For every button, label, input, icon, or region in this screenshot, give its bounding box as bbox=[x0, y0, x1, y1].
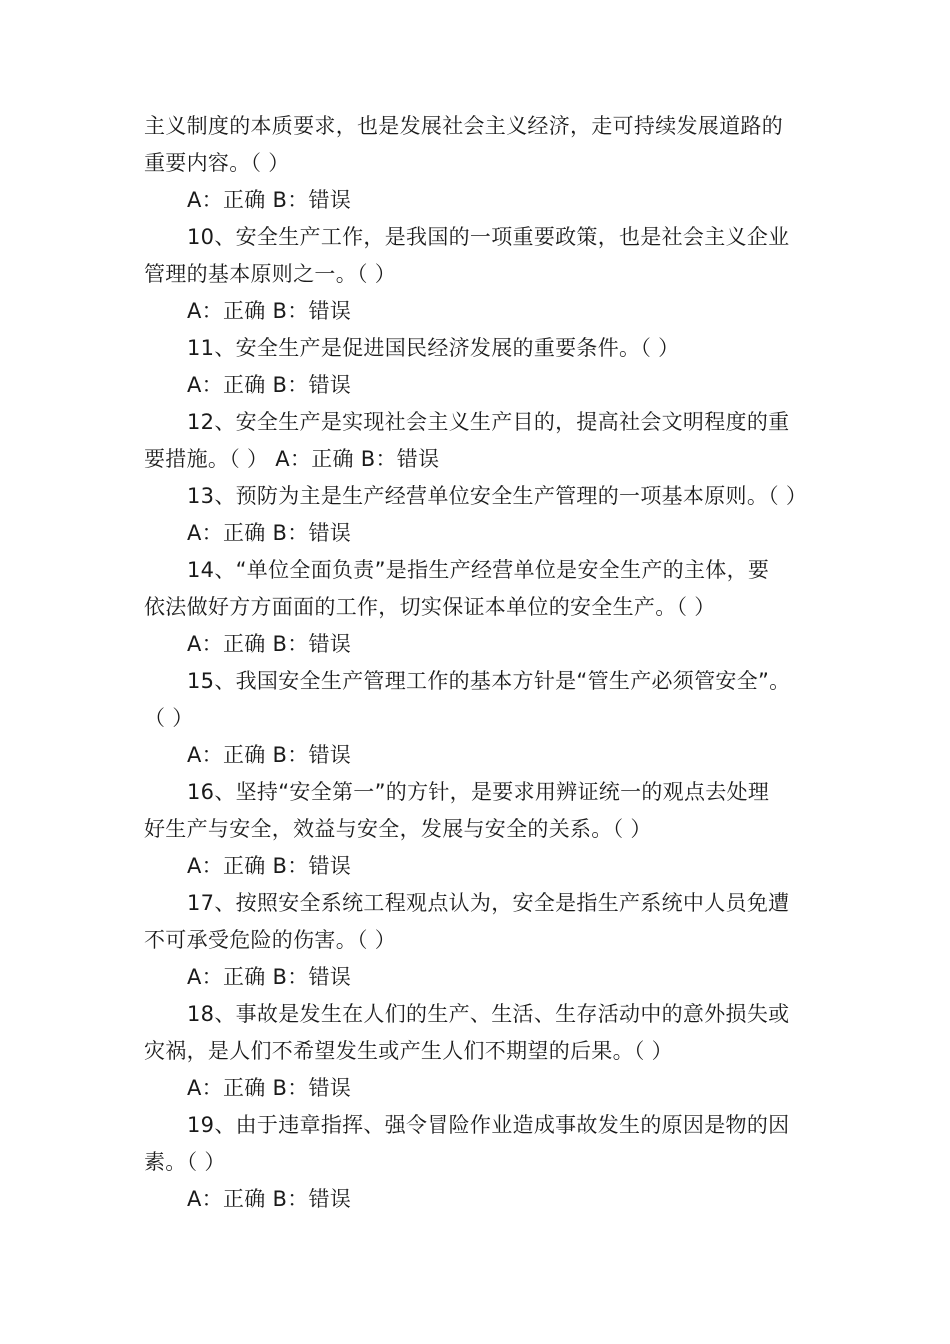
answer-options: A：正确 B：错误 bbox=[187, 188, 352, 212]
text-line: 要措施。（ ） A：正确 B：错误 bbox=[144, 447, 440, 471]
question-10: 10、安全生产工作，是我国的一项重要政策，也是社会主义企业 bbox=[187, 225, 790, 249]
question-17: 17、按照安全系统工程观点认为，安全是指生产系统中人员免遭 bbox=[187, 891, 790, 915]
answer-options: A：正确 B：错误 bbox=[187, 1076, 352, 1100]
question-13: 13、预防为主是生产经营单位安全生产管理的一项基本原则。（ ） bbox=[187, 484, 808, 508]
text-line: 灾祸，是人们不希望发生或产生人们不期望的后果。（ ） bbox=[144, 1039, 673, 1063]
answer-options: A：正确 B：错误 bbox=[187, 854, 352, 878]
text-line: 素。（ ） bbox=[144, 1150, 226, 1174]
document-body bbox=[144, 108, 844, 1218]
text-line: 主义制度的本质要求，也是发展社会主义经济，走可持续发展道路的 bbox=[144, 114, 783, 138]
question-14: 14、“单位全面负责”是指生产经营单位是安全生产的主体，要 bbox=[187, 558, 770, 582]
answer-options: A：正确 B：错误 bbox=[187, 521, 352, 545]
text-line: 好生产与安全，效益与安全，发展与安全的关系。（ ） bbox=[144, 817, 652, 841]
text-line: （ ） bbox=[144, 706, 194, 730]
answer-options: A：正确 B：错误 bbox=[187, 743, 352, 767]
text-line: 依法做好方方面面的工作，切实保证本单位的安全生产。（ ） bbox=[144, 595, 716, 619]
text-line: 管理的基本原则之一。（ ） bbox=[144, 262, 397, 286]
answer-options: A：正确 B：错误 bbox=[187, 373, 352, 397]
question-11: 11、安全生产是促进国民经济发展的重要条件。（ ） bbox=[187, 336, 680, 360]
answer-options: A：正确 B：错误 bbox=[187, 632, 352, 656]
text-line: 不可承受危险的伤害。（ ） bbox=[144, 928, 397, 952]
answer-options: A：正确 B：错误 bbox=[187, 1187, 352, 1211]
question-12: 12、安全生产是实现社会主义生产目的，提高社会文明程度的重 bbox=[187, 410, 790, 434]
question-19: 19、由于违章指挥、强令冒险作业造成事故发生的原因是物的因 bbox=[187, 1113, 790, 1137]
question-18: 18、事故是发生在人们的生产、生活、生存活动中的意外损失或 bbox=[187, 1002, 790, 1026]
question-16: 16、坚持“安全第一”的方针，是要求用辨证统一的观点去处理 bbox=[187, 780, 770, 804]
question-15: 15、我国安全生产管理工作的基本方针是“管生产必须管安全”。 bbox=[187, 669, 791, 693]
text-line: 重要内容。（ ） bbox=[144, 151, 290, 175]
answer-options: A：正确 B：错误 bbox=[187, 965, 352, 989]
answer-options: A：正确 B：错误 bbox=[187, 299, 352, 323]
